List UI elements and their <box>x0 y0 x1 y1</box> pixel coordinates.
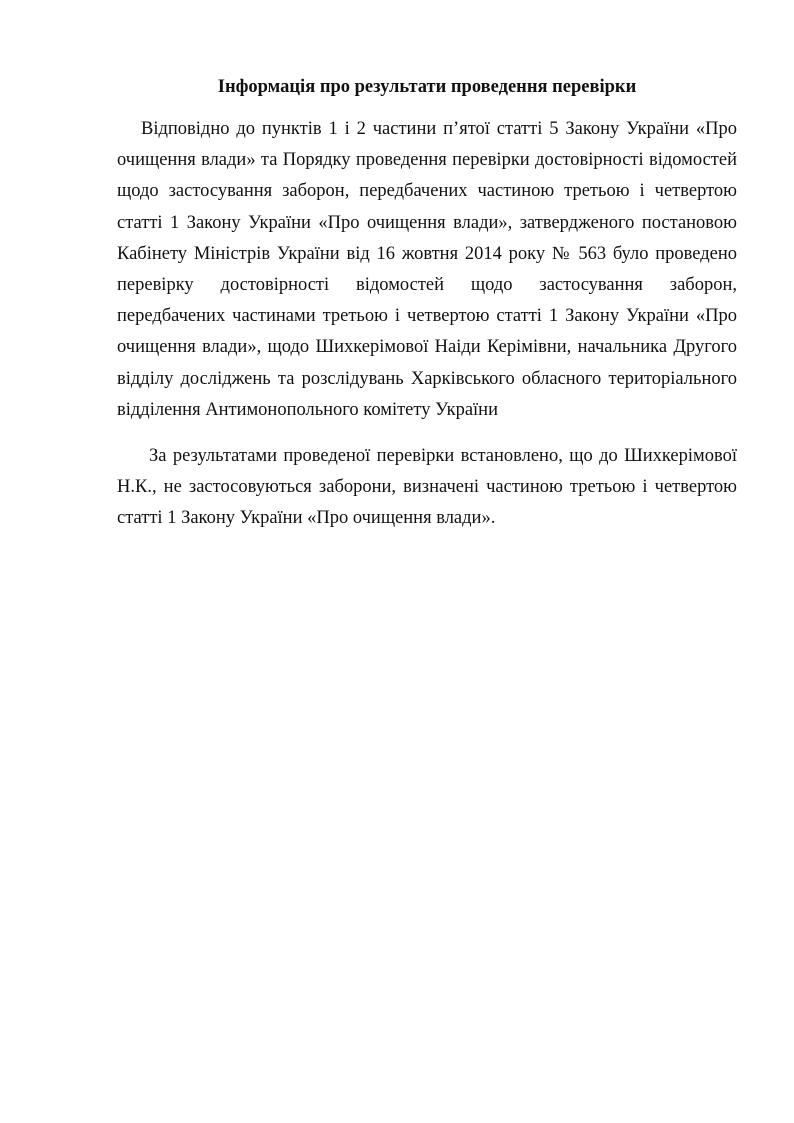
document-content <box>117 74 737 535</box>
document-title: Інформація про результати проведення перевірки <box>217 77 637 97</box>
verification-details-paragraph: Відповідно до пунктів 1 і 2 частини п’ятої статті 5 Закону України «Про очищення влади» та Порядку проведення перевірки достовірності відомостей щодо застосування заборон, передбачених частиною третьою і четвертою статті 1 Закону України «Про очищення влади», затвердженого постановою Кабінету Міністрів України від 16 жовтня 2014 року № 563 було проведено перевірку достовірності відомостей щодо застосування заборон, передбачених частинами третьою і четвертою статті 1 Закону України «Про очищення влади», щодо Шихкерімової Наіди Керімівни, начальника Другого відділу досліджень та розслідувань Харківського обласного територіального відділення Антимонопольного комітету України <box>117 119 737 420</box>
verification-result-paragraph: За результатами проведеної перевірки встановлено, що до Шихкерімової Н.К., не застосовуються заборони, визначені частиною третьою і четвертою статті 1 Закону України «Про очищення влади». <box>117 446 737 529</box>
